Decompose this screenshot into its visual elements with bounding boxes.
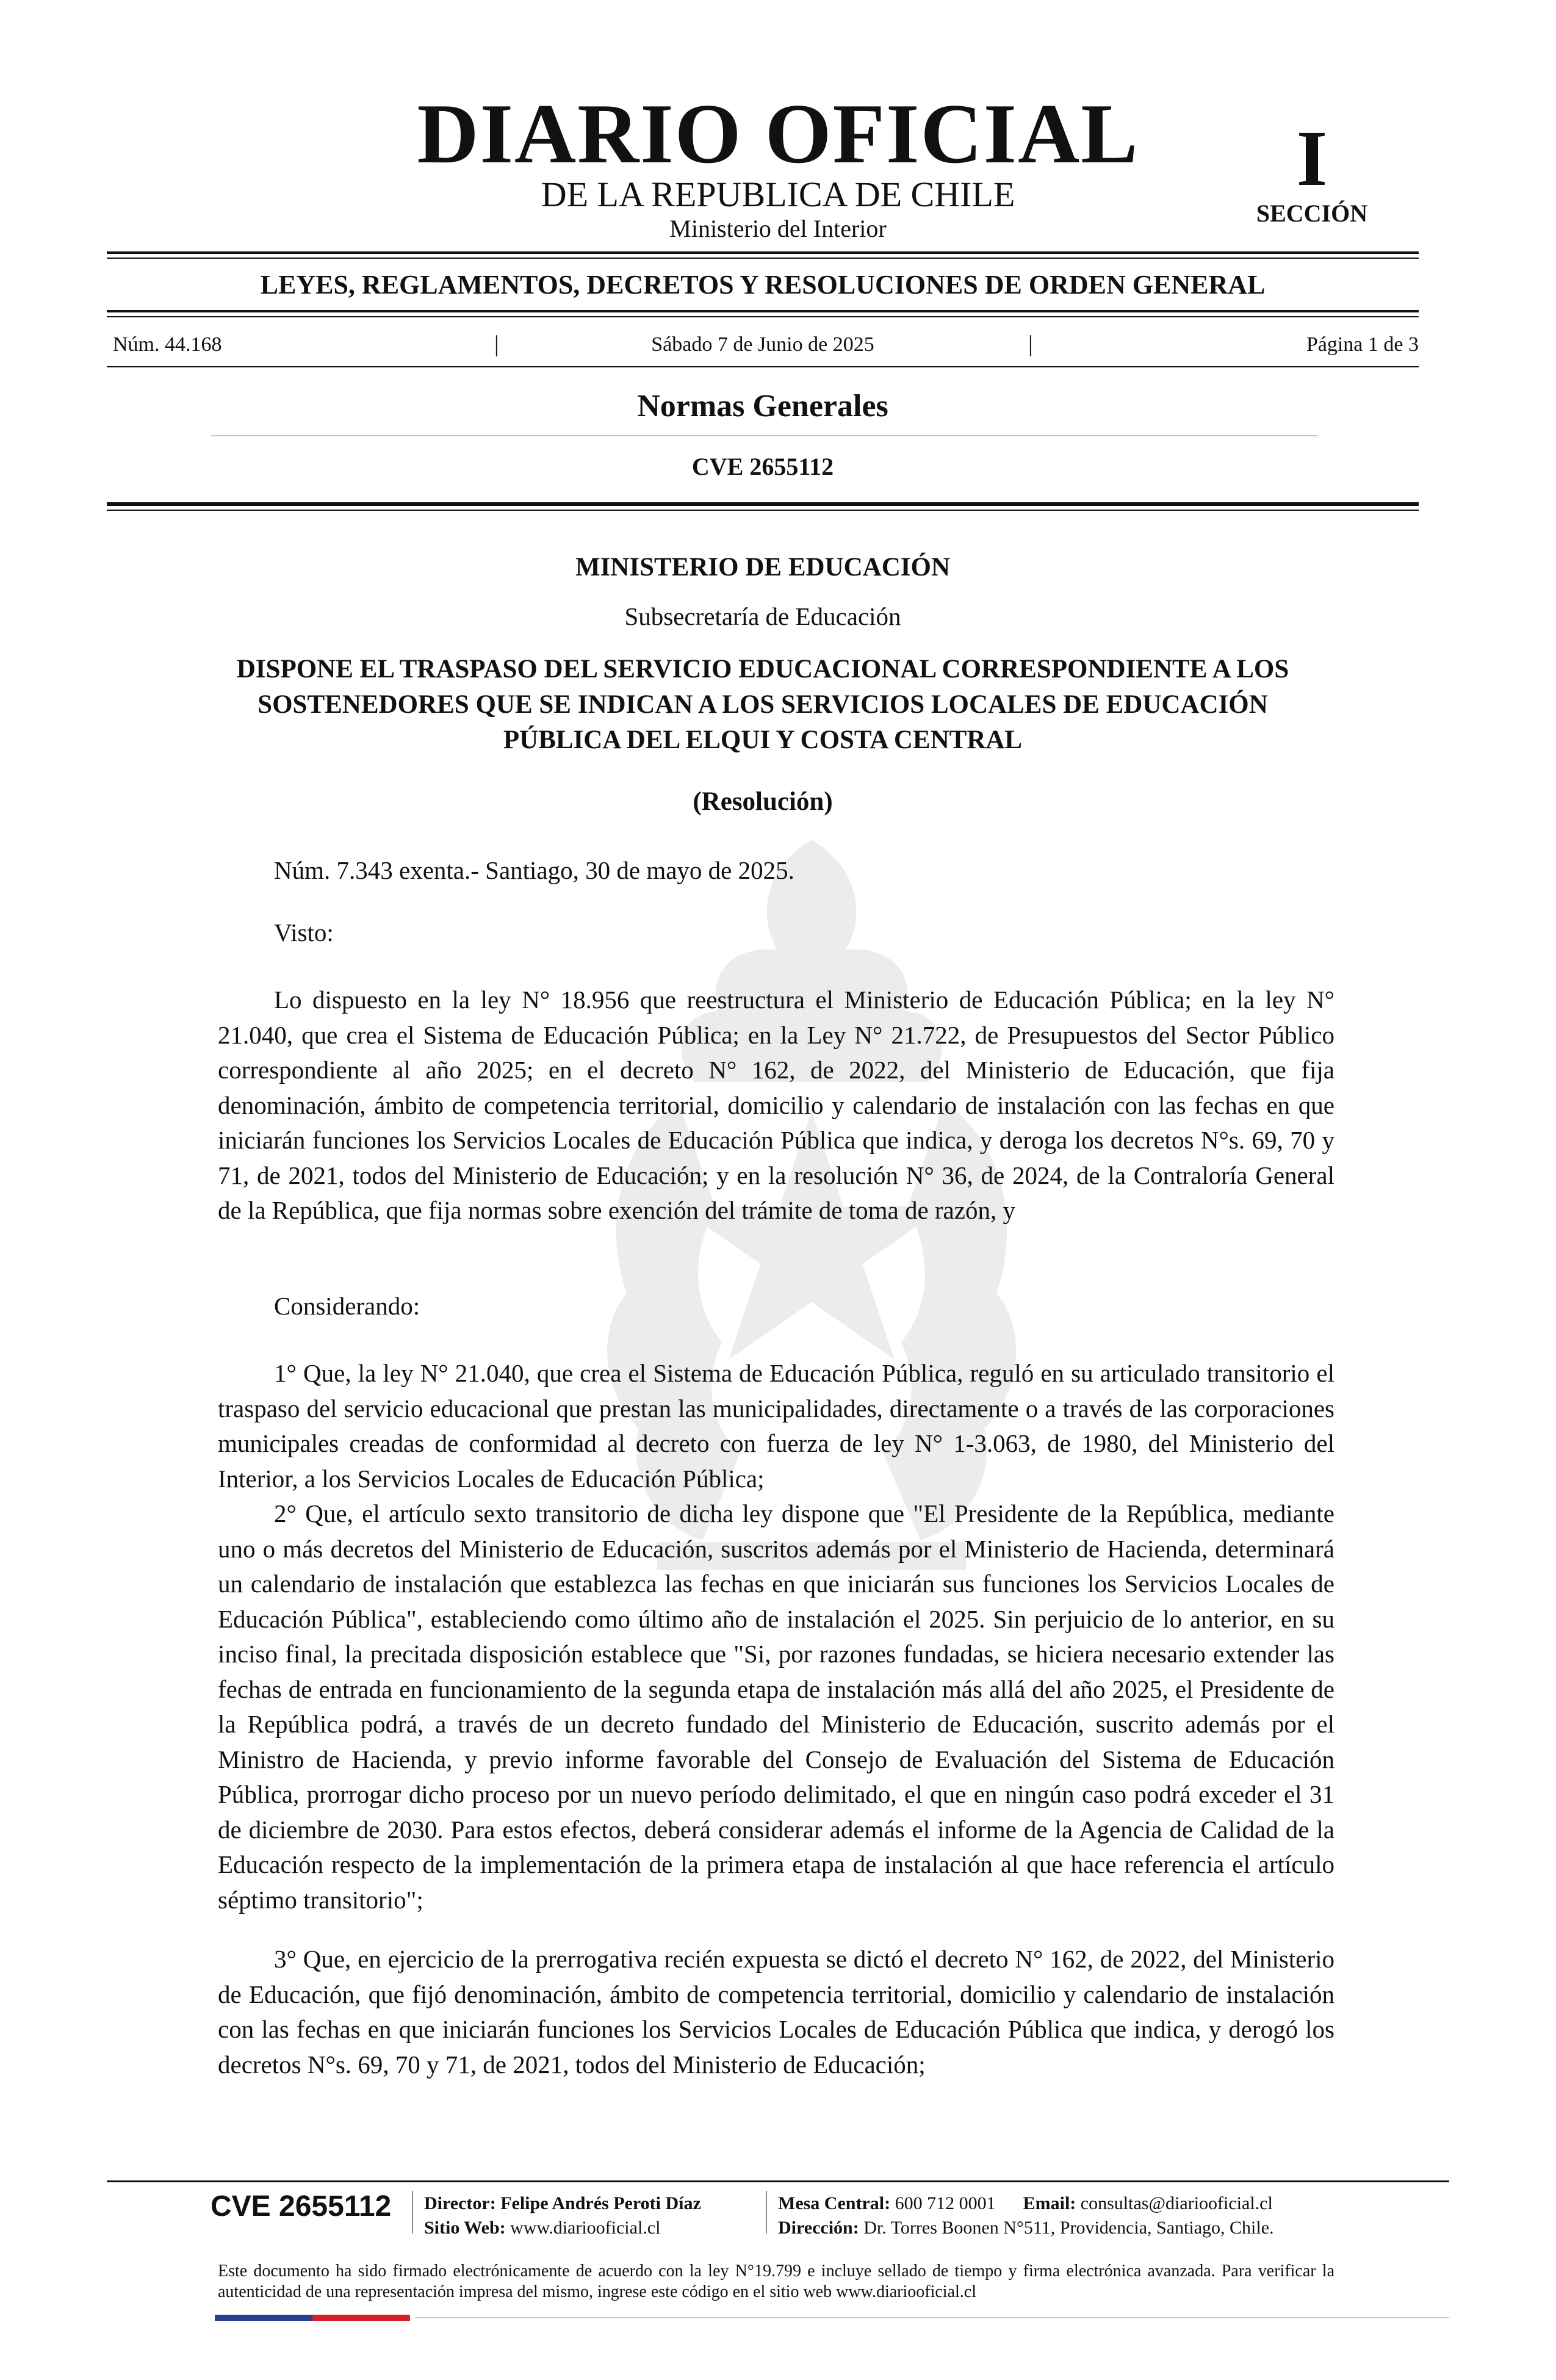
visto-paragraph: Lo dispuesto en la ley N° 18.956 que reestructura el Ministerio de Educación Pública; en la ley N° 21.040, que crea el Sistema de Educación Pública; en la Ley N° 21.722, de Presupuestos del Sector Público correspondiente al año 2025; en el decreto N° 162, de 2022, del Ministerio de Educación, que fija denominación, ámbito de competencia territorial, domicilio y calendario de instalación con las fechas en que iniciarán funciones los Servicios Locales de Educación Pública que indica, y deroga los decretos N°s. 69, 70 y 71, de 2021, todos del Ministerio de Educación; y en la resolución N° 36, de 2024, de la Contraloría General de la República, que fija normas sobre exención del trámite de toma de razón, y: [218, 986, 1334, 1224]
footer-website: [424, 2219, 660, 2237]
cve-rule-top: [107, 502, 1419, 506]
masthead-ministry: Ministerio del Interior: [669, 215, 887, 242]
issue-date: Sábado 7 de Junio de 2025: [651, 333, 874, 356]
footer-director: [424, 2194, 701, 2213]
footer-divider: [766, 2191, 767, 2234]
director-label: Director:: [424, 2193, 496, 2213]
footer-divider: [412, 2191, 413, 2234]
issuing-subsecretaria: Subsecretaría de Educación: [624, 602, 901, 630]
considerando-paragraph: 3° Que, en ejercicio de la prerrogativa recién expuesta se dictó el decreto N° 162, de 2022, del Ministerio de Educación, que fijó denominación, ámbito de competencia territorial, domicilio y calendario de instalación con las fechas en que iniciarán funciones los Servicios Locales de Educación Pública que indica, y derogó los decretos N°s. 69, 70 y 71, de 2021, todos del Ministerio de Educación;: [218, 1945, 1334, 2079]
footer-mesa-central: [778, 2194, 1273, 2213]
cve-code: CVE 2655112: [691, 453, 834, 480]
cve-rule-bottom: [107, 510, 1419, 511]
email-label: Email:: [1023, 2193, 1076, 2213]
issue-separator: |: [1028, 331, 1033, 357]
masthead-subtitle: DE LA REPUBLICA DE CHILE: [541, 175, 1015, 214]
section-number: I: [1296, 115, 1328, 203]
section-label: SECCIÓN: [1256, 200, 1368, 227]
category-rule-bottom: [107, 316, 1419, 317]
category-heading: LEYES, REGLAMENTOS, DECRETOS Y RESOLUCIONES DE ORDEN GENERAL: [260, 270, 1266, 300]
issue-number: Núm. 44.168: [113, 333, 222, 356]
address-label: Dirección:: [778, 2218, 859, 2238]
footer-authenticity-note: Este documento ha sido firmado electrónicamente de acuerdo con la ley N°19.799 e incluye sellado de tiempo y firma electrónica avanzada. Para verificar la autenticidad de una representación impresa del mismo, ingrese este código en el sitio web www.diariooficial.cl: [218, 2262, 1334, 2301]
resolution-number: Núm. 7.343 exenta.- Santiago, 30 de mayo de 2025.: [274, 856, 794, 884]
rubric-heading: Normas Generales: [637, 389, 888, 424]
considerando-paragraph: 1° Que, la ley N° 21.040, que crea el Sistema de Educación Pública, reguló en su articulado transitorio el traspaso del servicio educacional que prestan las municipalidades, directamente o a través de las corporaciones municipales creadas de conformidad al decreto con fuerza de ley N° 1-3.063, de 1980, del Ministerio del Interior, a los Servicios Locales de Educación Pública;: [218, 1359, 1334, 1493]
bottom-rule: [415, 2317, 1449, 2318]
mesa-phone: 600 712 0001: [895, 2193, 996, 2213]
email-link[interactable]: consultas@diariooficial.cl: [1080, 2193, 1273, 2213]
masthead-rule-bottom: [107, 258, 1419, 259]
website-label: Sitio Web:: [424, 2218, 506, 2238]
document-type: (Resolución): [693, 787, 833, 816]
mesa-label: Mesa Central:: [778, 2193, 891, 2213]
issue-page: Página 1 de 3: [1306, 333, 1419, 356]
footer-cve-code: CVE 2655112: [211, 2190, 392, 2223]
masthead-rule-top: [107, 251, 1419, 254]
footer-address: [778, 2219, 1274, 2237]
document-title: DISPONE EL TRASPASO DEL SERVICIO EDUCACIONAL CORRESPONDIENTE A LOS SOSTENEDORES QUE SE INDICAN A LOS SERVICIOS LOCALES DE EDUCACIÓN PÚBLICA DEL ELQUI Y COSTA CENTRAL: [236, 655, 1289, 754]
masthead-title: DIARIO OFICIAL: [417, 87, 1139, 181]
rubric-divider: [211, 435, 1318, 436]
footer-rule: [107, 2180, 1449, 2182]
issue-separator: |: [494, 331, 499, 357]
issue-rule: [107, 366, 1419, 367]
visto-heading: Visto:: [274, 918, 334, 947]
website-link[interactable]: www.diariooficial.cl: [510, 2218, 661, 2238]
director-name: Felipe Andrés Peroti Díaz: [500, 2193, 701, 2213]
address-value: Dr. Torres Boonen N°511, Providencia, Santiago, Chile.: [863, 2218, 1274, 2238]
category-rule-top: [107, 310, 1419, 312]
issuing-ministry: MINISTERIO DE EDUCACIÓN: [575, 553, 951, 582]
considerando-heading: Considerando:: [274, 1292, 420, 1320]
considerando-paragraph: 2° Que, el artículo sexto transitorio de dicha ley dispone que "El Presidente de la República, mediante uno o más decretos del Ministerio de Educación, suscritos además por el Ministerio de Hacienda, determinará un calendario de instalación que establezca las fechas en que iniciarán sus funciones los Servicios Locales de Educación Pública", estableciendo como último año de instalación el 2025. Sin perjuicio de lo anterior, en su inciso final, la precitada disposición establece que "Si, por razones fundadas, se hiciera necesario extender las fechas de entrada en funcionamiento de la segunda etapa de instalación más allá del año 2025, el Presidente de la República podrá, a través de un decreto fundado del Ministerio de Educación, suscrito además por el Ministro de Hacienda, y previo informe favorable del Consejo de Evaluación del Sistema de Educación Pública, prorrogar dicho proceso por un nuevo período delimitado, el que en ningún caso podrá exceder el 31 de diciembre de 2030. Para estos efectos, deberá considerar además el informe de la Agencia de Calidad de la Educación respecto de la implementación de la primera etapa de instalación al que hace referencia el artículo séptimo transitorio";: [218, 1499, 1334, 1914]
flag-stripe-red: [312, 2315, 410, 2321]
flag-stripe-blue: [215, 2315, 312, 2321]
